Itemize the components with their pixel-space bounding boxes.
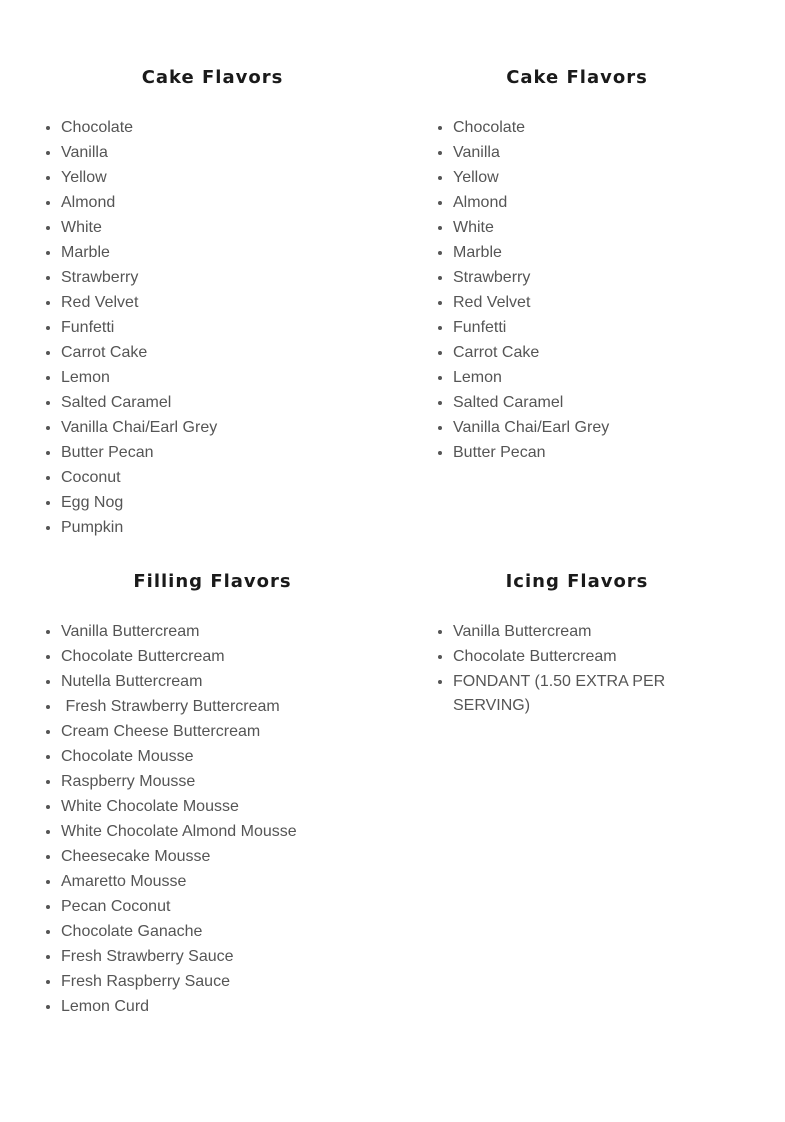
list-item: • Vanilla [61, 140, 385, 165]
list-item: • Chocolate Buttercream [453, 644, 722, 669]
section-title: Cake Flavors [141, 67, 284, 88]
list-item: • Chocolate Buttercream [61, 644, 385, 669]
list-item: • Fresh Strawberry Sauce [61, 944, 385, 969]
list-item: • Chocolate [453, 115, 722, 140]
list-item: • Vanilla Buttercream [61, 619, 385, 644]
list-item: • Red Velvet [61, 290, 385, 315]
list-item: • Chocolate [61, 115, 385, 140]
filling-flavors-section [40, 570, 385, 1019]
section-title: Icing Flavors [505, 571, 649, 592]
list-item: • Lemon Curd [61, 994, 385, 1019]
list-item: • Strawberry [61, 265, 385, 290]
list-item: • Funfetti [453, 315, 722, 340]
list-item: • Carrot Cake [61, 340, 385, 365]
list-item: • Butter Pecan [61, 440, 385, 465]
list-item: • Amaretto Mousse [61, 869, 385, 894]
flavor-list [40, 619, 385, 1019]
list-item: • Yellow [453, 165, 722, 190]
list-item: • Vanilla Chai/Earl Grey [61, 415, 385, 440]
list-item: • Nutella Buttercream [61, 669, 385, 694]
flavor-list [432, 115, 722, 465]
list-item: • White Chocolate Mousse [61, 794, 385, 819]
list-item: • White [453, 215, 722, 240]
list-item: • Chocolate Mousse [61, 744, 385, 769]
list-item: • Egg Nog [61, 490, 385, 515]
list-item: • Lemon [453, 365, 722, 390]
list-item: • Carrot Cake [453, 340, 722, 365]
icing-flavors-section [432, 570, 722, 718]
list-item: • Salted Caramel [453, 390, 722, 415]
list-item: • Fresh Raspberry Sauce [61, 969, 385, 994]
flavor-list [432, 619, 722, 718]
list-item: • White [61, 215, 385, 240]
list-item: • FONDANT (1.50 EXTRA PER SERVING) [453, 669, 722, 718]
list-item: • Marble [61, 240, 385, 265]
list-item: • Almond [453, 190, 722, 215]
list-item: • Cheesecake Mousse [61, 844, 385, 869]
list-item: • Cream Cheese Buttercream [61, 719, 385, 744]
list-item: • Fresh Strawberry Buttercream [61, 694, 385, 719]
list-item: • Vanilla Chai/Earl Grey [453, 415, 722, 440]
list-item: • Lemon [61, 365, 385, 390]
flavor-list [40, 115, 385, 540]
cake-flavors-section [40, 66, 385, 540]
list-item: • Almond [61, 190, 385, 215]
section-title: Cake Flavors [506, 67, 648, 88]
list-item: • Yellow [61, 165, 385, 190]
section-title: Filling Flavors [133, 571, 292, 592]
list-item: • Red Velvet [453, 290, 722, 315]
list-item: • Strawberry [453, 265, 722, 290]
list-item: • Coconut [61, 465, 385, 490]
list-item: • Butter Pecan [453, 440, 722, 465]
list-item: • Funfetti [61, 315, 385, 340]
list-item: • White Chocolate Almond Mousse [61, 819, 385, 844]
list-item: • Pumpkin [61, 515, 385, 540]
list-item: • Marble [453, 240, 722, 265]
cake-flavors-section-duplicate [432, 66, 722, 465]
list-item: • Vanilla [453, 140, 722, 165]
list-item: • Vanilla Buttercream [453, 619, 722, 644]
list-item: • Salted Caramel [61, 390, 385, 415]
list-item: • Chocolate Ganache [61, 919, 385, 944]
list-item: • Raspberry Mousse [61, 769, 385, 794]
list-item: • Pecan Coconut [61, 894, 385, 919]
